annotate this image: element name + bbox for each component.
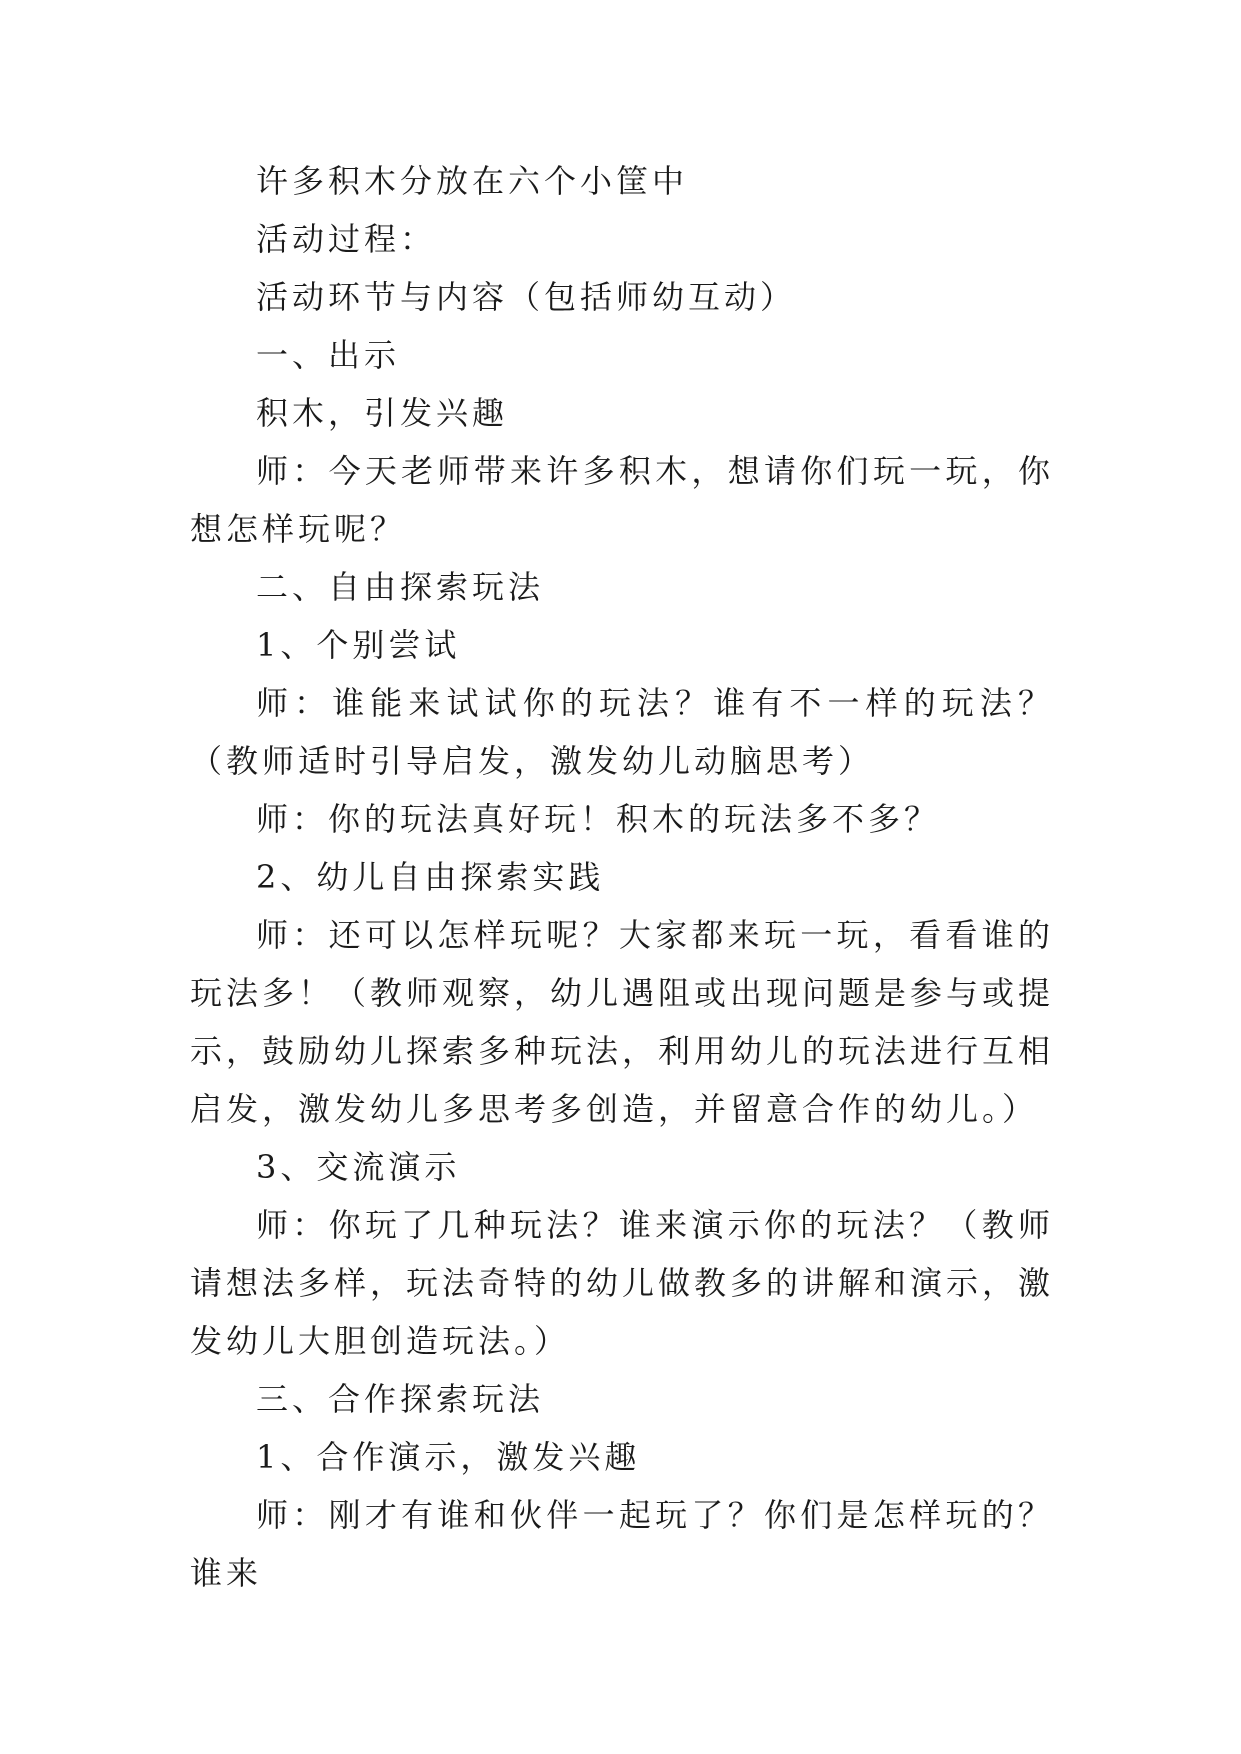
section-heading-3: 三、合作探索玩法 (256, 1380, 545, 1418)
paragraph-process-heading: 活动过程： (256, 220, 437, 258)
section-heading-1: 一、出示 (256, 336, 401, 374)
subsection-heading-2-1: 1、个别尝试 (256, 626, 461, 664)
paragraph-teacher-try: 师：谁能来试试你的玩法？谁有不一样的玩法？（教师适时引导启发，激发幼儿动脑思考） (190, 684, 1054, 780)
paragraph-steps-heading: 活动环节与内容（包括师幼互动） (256, 278, 797, 316)
paragraph-teacher-explore: 师：还可以怎样玩呢？大家都来玩一玩，看看谁的玩法多！（教师观察，幼儿遇阻或出现问题是参与或提示，鼓励幼儿探索多种玩法，利用幼儿的玩法进行互相启发，激发幼儿多思考多创造，并留意合作的幼儿。） (190, 916, 1055, 1128)
paragraph-teacher-cooperate: 师：刚才有谁和伙伴一起玩了？你们是怎样玩的？谁来 (190, 1496, 1054, 1592)
paragraph-show-blocks: 积木，引发兴趣 (256, 394, 509, 432)
subsection-heading-3-1: 1、合作演示，激发兴趣 (256, 1438, 641, 1476)
document-body (190, 152, 1054, 1602)
subsection-heading-2-2: 2、幼儿自由探索实践 (256, 858, 605, 896)
paragraph-teacher-praise: 师：你的玩法真好玩！积木的玩法多不多？ (256, 800, 941, 838)
section-heading-2: 二、自由探索玩法 (256, 568, 545, 606)
subsection-heading-2-3: 3、交流演示 (256, 1148, 461, 1186)
paragraph-teacher-intro: 师：今天老师带来许多积木，想请你们玩一玩，你想怎样玩呢？ (190, 452, 1054, 548)
paragraph-materials: 许多积木分放在六个小筐中 (256, 162, 689, 200)
paragraph-teacher-demo: 师：你玩了几种玩法？谁来演示你的玩法？（教师请想法多样，玩法奇特的幼儿做教多的讲解和演示，激发幼儿大胆创造玩法。） (190, 1206, 1055, 1360)
